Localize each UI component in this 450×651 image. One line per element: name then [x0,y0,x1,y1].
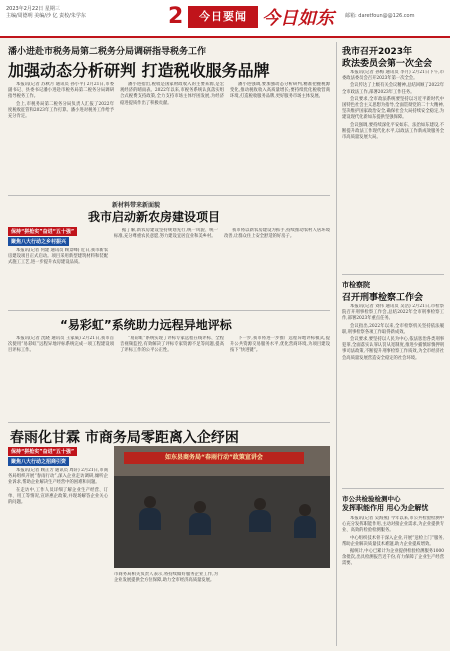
article3-paragraph: 本报讯(记者 沈晓 通讯员 王家威) 2月21日,我市首次使用“易彩虹”远程异地评标系统完成一项工程建设项目评标工作。 [8,336,114,354]
right3-paragraph: 中心组织技术骨干深入企业,开展“送检上门”服务,帮助企业解决质量技术难题,助力企业提质增效。 [342,535,444,547]
person-body-icon [139,508,161,530]
person-head-icon [144,496,156,508]
masthead-editors-line: 主编/周德明 美编/沙 亿 责校/朱学东 [6,13,86,19]
right1-headline-line1: 我市召开2023年 [342,47,413,57]
article3-col1 [8,336,114,420]
article1-headline: 加强动态分析研判 打造税收服务品牌 [8,61,270,80]
person-head-icon [299,504,311,516]
divider [8,422,330,423]
article4-col3 [224,572,330,644]
right3-body [342,516,444,644]
masthead-meta [6,6,126,20]
right3-paragraph: 本报讯(记者 吴海燕) 今年以来,市公共检验检测中心充分发挥职能作用,主动对接企业需求,为企业提供专业、高效的检验检测服务。 [342,516,444,534]
article3-headline: “易彩虹”系统助力远程异地评标 [60,318,232,332]
person-head-icon [254,498,266,510]
divider [8,310,330,311]
article1-paragraph: 潘小进指出,税收是国家财政收入的主要来源,是宏观经济的晴雨表。2022年以来,市税务系统认真落实组合式税费支持政策,全力支持市场主体纾困发展,为经济稳进提质作出了积极贡献。 [120,82,224,106]
article1-col2 [120,82,224,190]
right1-paragraph: 本报讯(记者 孙梅 通讯员 李月) 2月21日下午,市委政法委员会召开2023年第一次全会。 [342,70,444,82]
article2-tag-secondary: 聚焦八大行动之乡村振兴 [8,237,69,246]
article1-col1 [8,82,114,190]
article2-col3 [224,228,330,308]
article1-kicker: 潘小进赴市税务局第二税务分局调研指导税务工作 [8,47,207,57]
right1-paragraph: 会议要求,全市政法系统要坚持以习近平新时代中国特色社会主义思想为指导,全面贯彻党的二十大精神,坚决维护国家政治安全,确保社会大局持续安全稳定,为建设现代化新如东提供坚强保障。 [342,96,444,121]
page-number: 2 [168,4,184,29]
article4-tag-primary: 保持“拼抢实”奋进“五十强” [8,447,77,456]
article1-paragraph: 会上,市税务局第二税务分局负责人汇报了2022年度税收征管和2023年工作打算。潘小进对税务工作给予充分肯定。 [8,101,114,120]
right2-paragraph: 会议要求,要坚持以人民为中心,依法惩治各类刑事犯罪,全面落实认罪认罚从宽制度,推进少捕慎诉慎押刑事司法政策,不断提升刑事检察工作质效,为全市经济社会高质量发展营造安全稳定的社会环境。 [342,337,444,361]
article3-col2 [120,336,224,420]
article4-tag-secondary: 聚焦八大行动之招商引资 [8,457,69,466]
person-body-icon [189,513,211,535]
right1-headline-line2: 政法委员会第一次全会 [342,59,433,69]
article2-paragraph: 据了解,新农房建设坚持规划先行,统一风貌、统一标准,充分尊重农民意愿,努力建设宜居宜业和美乡村。 [114,228,218,240]
right2-headline-line1: 市检察院 [342,281,370,289]
article4-col1 [8,468,108,644]
article2-col1 [8,248,108,308]
article1-col3 [230,82,330,190]
divider [342,488,444,489]
right3-headline-line2: 发挥职能作用 用心为企解忧 [342,504,429,512]
person-head-icon [194,501,206,513]
right3-headline-line1: 市公共检验检测中心 [342,495,401,503]
article1-paragraph: 潘小进强调,要加强动态分析研判,精准把握税源变化,推动税收收入高质量增长;要持续优化税收营商环境,打造税收服务品牌,更好服务市场主体发展。 [230,82,330,100]
article2-headline: 我市启动新农房建设项目 [88,210,221,224]
article4-paragraph: 市商务局相关负责人表示,将持续做好服务企业工作,为企业发展提供全方位保障,助力全市经济高质量发展。 [114,572,218,584]
article4-paragraph: 本报讯(记者 顾正芳 通讯员 周轩) 2月21日,市商务局组织开展“春雨行动”,深入企业走访调研,倾听企业诉求,帮助企业解决生产经营中的困难和问题。 [8,468,108,486]
right1-paragraph: 会议强调,要持续深化平安如东、法治如东建设,不断提升政法工作现代化水平,以政法工作新成效服务全市高质量发展大局。 [342,122,444,141]
article2-col2 [114,228,218,308]
article1-paragraph: 本报讯(记者 苏秋月 通讯员 孙小平) 2月21日,市委副书记、县委书记潘小进赴市税务局第二税务分局调研指导税务工作。 [8,82,114,100]
article3-col3 [230,336,330,420]
article4-headline: 春雨化甘霖 市商务局零距离入企纾困 [10,430,239,446]
photo-banner-text: 如东县商务局“春雨行动”政策宣讲会 [165,454,263,461]
article4-paragraph: 在走访中,工作人员详细了解企业生产经营、订单、用工等情况,宣讲惠企政策,并现场解答企业关心的问题。 [8,487,108,506]
news-photo [114,446,330,568]
right2-headline-line2: 召开刑事检察工作会 [342,293,424,303]
person-body-icon [294,516,316,538]
right2-paragraph: 本报讯(记者 刘伟 通讯员 吴浩) 2月21日,市检察院召开刑事检察工作会,总结2022年全市刑事检察工作,部署2023年重点任务。 [342,304,444,322]
photo-banner [124,452,304,464]
masthead-date: 2023年2月22日 星期三 [6,6,60,12]
column-divider [336,42,337,646]
section-title: 今日要闻 [188,6,258,28]
masthead [0,0,450,38]
divider [8,195,330,196]
newspaper-logo: 今日如东 [262,8,334,29]
right2-body [342,304,444,484]
article3-paragraph: “易彩虹”系统实现了评标专家远程在线评标、全程音视频监控,有效解决了评标专家资源不足等问题,提高了评标工作的公平公正性。 [120,336,224,354]
right2-paragraph: 会议指出,2022年以来,全市检察机关坚持依法履职,刑事检察各项工作取得新成效。 [342,323,444,335]
right1-paragraph: 会议传达了上级有关会议精神,总结回顾了2022年全市政法工作,部署2023年工作任务。 [342,83,444,95]
article2-paragraph: 本报讯(记者 何建 通讯员 顾景峰) 近日,我市新农房建设项目正式启动。项目采用新型建筑材料和装配式施工工艺,进一步提升农房建设品质。 [8,248,108,266]
article4-col2 [114,572,218,644]
article3-paragraph: 下一步,我市将进一步推广远程异地评标模式,提升公共资源交易服务水平,优化营商环境,为项目建设按下“快进键”。 [230,336,330,354]
masthead-email: 邮箱: daretfoun@@126.com [345,13,415,19]
article2-tag-primary: 保持“拼抢实”奋进“五十强” [8,227,77,236]
right1-body [342,70,444,270]
article2-paragraph: 我市将以新农房建设为抓手,持续推动农村人居环境改善,让群众住上安全舒适的好房子。 [224,228,330,240]
person-body-icon [249,510,271,532]
divider [342,274,444,275]
right3-paragraph: 据统计,中心已累计为企业提供检验检测服务1000余批次,出具检测报告近千份,有力保障了企业生产经营需要。 [342,549,444,567]
article2-kicker: 新材料带来新面貌 [112,202,161,209]
